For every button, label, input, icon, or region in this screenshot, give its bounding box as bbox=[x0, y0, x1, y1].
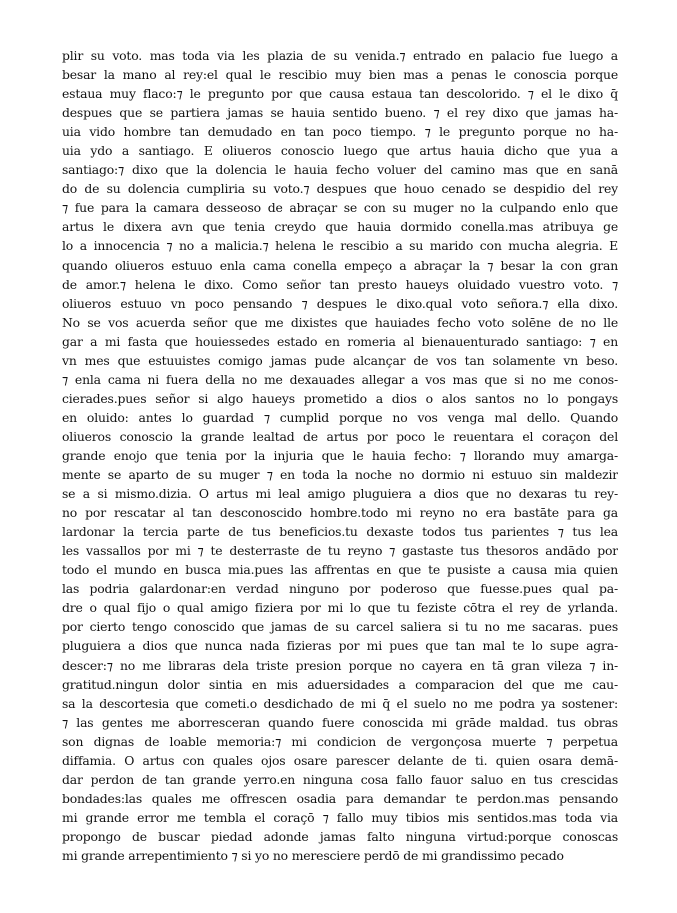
text-line-37: son dignas de loable memoria:⁊ mi condicion de vergonçosa muerte ⁊ perpetua bbox=[62, 733, 618, 749]
text-line-34: gratitud.ningun dolor sintia en mis aduersidades a comparacion del que me cau- bbox=[62, 676, 618, 692]
text-line-18: ⁊ enla cama ni fuera della no me dexauades allegar a vos mas que si no me conos- bbox=[62, 371, 618, 387]
text-line-43: mi grande arrepentimiento ⁊ si yo no meresciere perdō de mi grandissimo pecado bbox=[62, 847, 564, 863]
text-line-26: lardonar la tercia parte de tus beneficios.tu dexaste todos tus parientes ⁊ tus lea bbox=[62, 524, 618, 540]
text-line-39: dar perdon de tan grande yerro.en ninguna cosa fallo fauor saluo en tus crescidas bbox=[62, 771, 618, 787]
text-line-30: dre o qual fijo o qual amigo fiziera por mi lo que tu feziste cōtra el rey de yrlanda. bbox=[62, 600, 618, 616]
text-line-3: estaua muy flaco:⁊ le pregunto por que causa estaua tan descolorido. ⁊ el le dixo q̄ bbox=[62, 86, 618, 102]
text-line-35: sa la descortesia que cometi.o desdichado de mi q̄ el suelo no me podra ya sostener: bbox=[62, 695, 618, 711]
text-line-23: mente se aparto de su muger ⁊ en toda la noche no dormio ni estuuo sin maldezir bbox=[62, 467, 618, 483]
text-line-42: propongo de buscar piedad adonde jamas falto ninguna virtud:porque conoscas bbox=[62, 828, 618, 844]
text-line-21: oliueros conoscio la grande lealtad de artus por poco le reuentara el coraçon del bbox=[62, 428, 618, 444]
text-line-11: lo a innocencia ⁊ no a malicia.⁊ helena le rescibio a su marido con mucha alegria. E bbox=[62, 238, 618, 254]
text-line-32: pluguiera a dios que nunca nada fizieras por mi pues que tan mal te lo supe agra- bbox=[62, 638, 618, 654]
text-line-16: gar a mi fasta que houiessedes estado en romeria al bienauenturado santiago: ⁊ en bbox=[62, 333, 618, 349]
text-line-36: ⁊ las gentes me aborresceran quando fuere conoscida mi grāde maldad. tus obras bbox=[62, 714, 618, 730]
text-line-9: ⁊ fue para la camara desseoso de abraçar se con su muger no la culpando enlo que bbox=[62, 200, 618, 216]
text-line-38: diffamia. O artus con quales ojos osare parescer delante de ti. quien osara demā- bbox=[62, 752, 618, 768]
text-line-33: descer:⁊ no me libraras dela triste presion porque no cayera en tā gran vileza ⁊ in- bbox=[62, 657, 618, 673]
text-line-6: uia ydo a santiago. E oliueros conoscio luego que artus hauia dicho que yua a bbox=[62, 143, 618, 159]
text-line-28: todo el mundo en busca mia.pues las affrentas en que te pusiste a causa mia quien bbox=[62, 562, 618, 578]
text-line-31: por cierto tengo conoscido que jamas de su carcel saliera si tu no me sacaras. pues bbox=[62, 619, 618, 635]
text-line-20: en oluido: antes lo guardad ⁊ cumplid porque no vos venga mal dello. Quando bbox=[62, 409, 618, 425]
text-line-25: no por rescatar al tan desconoscido hombre.todo mi reyno no era bastāte para ga bbox=[62, 505, 618, 521]
text-line-29: las podria galardonar:en verdad ninguno por poderoso que fuesse.pues qual pa- bbox=[62, 581, 618, 597]
text-line-24: se a si mismo.dizia. O artus mi leal amigo pluguiera a dios que no dexaras tu rey- bbox=[62, 486, 618, 502]
text-line-2: besar la mano al rey:el qual le rescibio muy bien mas a penas le conoscia porque bbox=[62, 67, 618, 83]
text-line-14: oliueros estuuo vn poco pensando ⁊ despues le dixo.qual voto señora.⁊ ella dixo. bbox=[62, 295, 618, 311]
text-line-4: despues que se partiera jamas se hauia sentido bueno. ⁊ el rey dixo que jamas ha- bbox=[62, 105, 618, 121]
text-line-12: quando oliueros estuuo enla cama conella empeço a abraçar la ⁊ besar la con gran bbox=[62, 257, 618, 273]
text-line-40: bondades:las quales me offrescen osadia para demandar te perdon.mas pensando bbox=[62, 790, 618, 806]
text-line-15: No se vos acuerda señor que me dixistes que hauiades fecho voto solēne de no lle bbox=[62, 314, 618, 330]
text-line-19: cierades.pues señor si algo haueys prometido a dios o alos santos no lo pongays bbox=[62, 390, 618, 406]
text-line-22: grande enojo que tenia por la injuria que le hauia fecho: ⁊ llorando muy amarga- bbox=[62, 447, 618, 463]
text-line-10: artus le dixera avn que tenia creydo que hauia dormido conella.mas atribuya ge bbox=[62, 219, 618, 235]
text-line-5: uia vido hombre tan demudado en tan poco tiempo. ⁊ le pregunto porque no ha- bbox=[62, 124, 618, 140]
text-line-41: mi grande error me tembla el coraçō ⁊ fallo muy tibios mis sentidos.mas toda via bbox=[62, 809, 618, 825]
text-line-1: plir su voto. mas toda via les plazia de su venida.⁊ entrado en palacio fue luego a bbox=[62, 48, 618, 63]
text-line-17: vn mes que estuuistes comigo jamas pude alcançar de vos tan solamente vn beso. bbox=[62, 352, 618, 368]
body-text bbox=[62, 46, 618, 865]
text-line-8: do de su dolencia cumpliria su voto.⁊ despues que houo cenado se despidio del rey bbox=[62, 181, 618, 197]
text-line-27: les vassallos por mi ⁊ te desterraste de tu reyno ⁊ gastaste tus thesoros andādo por bbox=[62, 543, 618, 559]
text-line-7: santiago:⁊ dixo que la dolencia le hauia fecho voluer del camino mas que en sanā bbox=[62, 162, 618, 178]
text-line-13: de amor.⁊ helena le dixo. Como señor tan presto haueys oluidado vuestro voto. ⁊ bbox=[62, 276, 618, 292]
